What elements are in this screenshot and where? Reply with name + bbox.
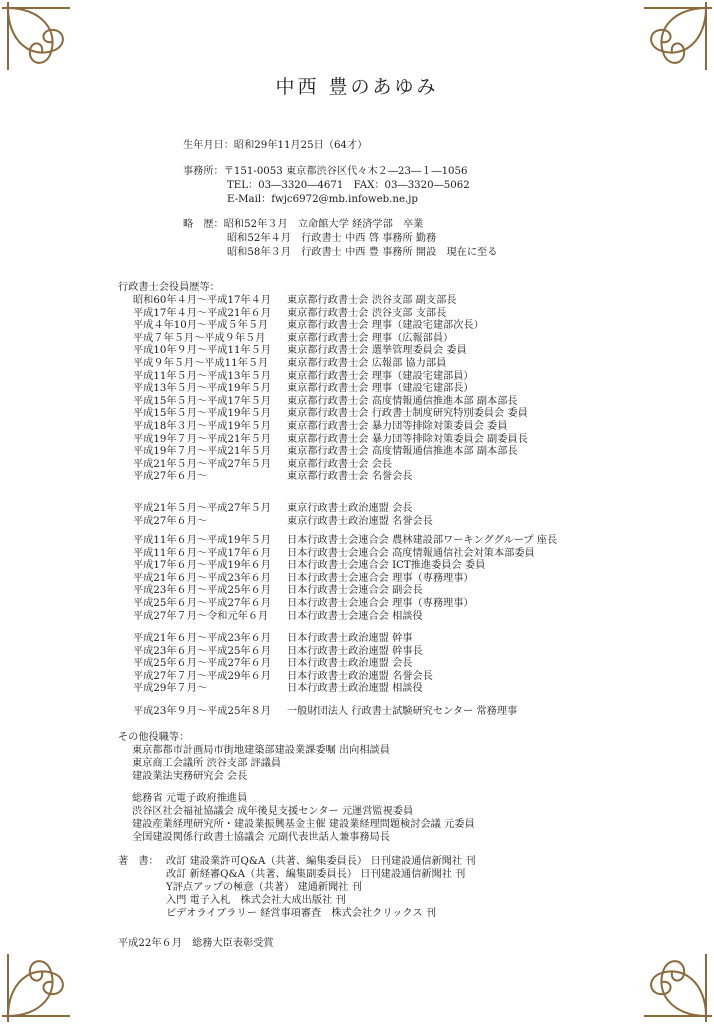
other-role: 東京都都市計画局市街地建築部建設業課委嘱 出向相談員	[132, 745, 390, 756]
officer-role: 東京都行政書士会 行政書士制度研究特別委員会 委員	[287, 408, 528, 420]
other-role: 渋谷区社会福祉協議会 成年後見支援センター 元運営監視委員	[132, 806, 414, 817]
officer-period: 平成19年７月～平成21年５月	[133, 433, 271, 445]
officer-period: 平成21年５月～平成27年５月	[133, 458, 271, 470]
officer-period: 平成19年７月～平成21年５月	[133, 446, 271, 458]
officer-role: 東京都行政書士会 会長	[287, 458, 393, 470]
history-line: 略 歴：昭和52年３月 立命館大学 経済学部 卒業	[183, 219, 424, 230]
other-role: 建設産業経理研究所・建設業振興基金主催 建設業経理問題検討会議 元委員	[132, 819, 475, 830]
officer-role: 日本行政書士政治連盟 幹事	[287, 633, 413, 644]
officer-period: 平成23年９月～平成25年８月	[133, 706, 271, 717]
officer-role: 東京都行政書士会 理事（広報部員）	[287, 332, 454, 344]
other-role: 東京商工会議所 渋谷支部 評議員	[132, 758, 282, 769]
officer-period: 平成15年５月～平成17年５月	[133, 395, 271, 407]
officer-period: 平成27年７月～令和元年６月	[133, 610, 269, 622]
office-address: 事務所：〒151-0053 東京都渋谷区代々木２―23―１―1056	[183, 166, 468, 177]
book-item: Y評点アップの極意（共著） 建通新聞社 刊	[166, 882, 362, 893]
officer-period: 平成17年６月～平成19年６月	[133, 560, 271, 572]
officer-role: 日本行政書士会連合会 ICT推進委員会 委員	[287, 560, 486, 572]
officer-role: 東京都行政書士会 高度情報通信推進本部 副本部長	[287, 446, 518, 458]
officer-period: 平成27年６月～	[133, 471, 208, 483]
officer-role: 東京都行政書士会 名誉会長	[287, 471, 413, 483]
officer-period: 平成９年５月～平成11年５月	[133, 358, 269, 369]
officer-period: 平成18年３月～平成19年５月	[133, 421, 271, 432]
officer-role: 東京都行政書士会 渋谷支部 支部長	[287, 307, 447, 319]
officer-role: 日本行政書士会連合会 理事（専務理事）	[287, 572, 474, 584]
officer-role: 東京行政書士政治連盟 会長	[287, 503, 413, 514]
book-item: 入門 電子入札 株式会社大成出版社 刊	[166, 895, 346, 906]
officer-role: 東京都行政書士会 理事（建設宅建部長）	[287, 383, 474, 395]
office-phone: TEL：03―3320―4671 FAX：03―3320―5062	[227, 180, 470, 191]
officer-period: 平成23年６月～平成25年６月	[133, 585, 271, 597]
book-item: 改訂 新経審Q&A（共著、編集副委員長） 日刊建設通信新聞社 刊	[166, 869, 466, 880]
officer-role: 東京都行政書士会 理事（建設宅建部員）	[287, 370, 474, 382]
officer-period: 平成25年６月～平成27年６月	[133, 658, 271, 670]
history-line: 昭和52年４月 行政書士 中西 啓 事務所 勤務	[227, 233, 437, 244]
officer-role: 日本行政書士会連合会 理事（専務理事）	[287, 598, 474, 609]
officer-period: 平成27年６月～	[133, 515, 208, 527]
officer-period: 平成７年５月～平成９年５月	[133, 332, 266, 344]
book-item: 改訂 建設業許可Q&A（共著、編集委員長） 日刊建設通信新聞社 刊	[166, 856, 476, 867]
officer-role: 日本行政書士政治連盟 幹事長	[287, 645, 423, 657]
page-title: 中西 豊のあゆみ	[275, 76, 439, 98]
officer-period: 平成11年６月～平成19年５月	[133, 535, 271, 546]
other-role: 総務省 元電子政府推進員	[132, 793, 248, 804]
award: 平成22年６月 総務大臣表彰受賞	[118, 938, 274, 949]
officer-role: 日本行政書士政治連盟 相談役	[287, 683, 423, 695]
officer-role: 日本行政書士政治連盟 名誉会長	[287, 670, 433, 682]
officer-role: 東京都行政書士会 暴力団等排除対策委員会 委員	[287, 421, 508, 432]
officer-period: 平成15年５月～平成19年５月	[133, 408, 271, 420]
officer-period: 昭和60年４月～平成17年４月	[133, 295, 271, 306]
other-role: 全国建設関係行政書士協議会 元副代表世話人兼事務局長	[132, 832, 390, 843]
other-heading: その他役職等：	[118, 732, 190, 743]
officer-role: 一般財団法人 行政書士試験研究センター 常務理事	[287, 706, 518, 717]
officer-role: 東京都行政書士会 暴力団等排除対策委員会 副委員長	[287, 433, 528, 445]
officer-period: 平成25年６月～平成27年６月	[133, 598, 271, 609]
officer-period: 平成29年７月～	[133, 683, 208, 695]
officer-role: 日本行政書士会連合会 高度情報通信社会対策本部委員	[287, 547, 535, 559]
officers-heading: 行政書士会役員歴等：	[118, 282, 220, 293]
officer-period: 平成23年６月～平成25年６月	[133, 645, 271, 657]
officer-period: 平成17年４月～平成21年６月	[133, 307, 271, 319]
officer-role: 東京行政書士政治連盟 名誉会長	[287, 515, 433, 527]
book-item: ビデオライブラリー 経営事項審査 株式会社クリックス 刊	[166, 908, 437, 919]
officer-period: 平成４年10月～平成５年５月	[133, 320, 269, 332]
history-line: 昭和58年３月 行政書士 中西 豊 事務所 開設 現在に至る	[227, 247, 498, 258]
officer-role: 東京都行政書士会 選挙管理委員会 委員	[287, 345, 467, 357]
officer-role: 日本行政書士政治連盟 会長	[287, 658, 413, 670]
officer-role: 日本行政書士会連合会 農林建設部ワーキンググループ 座長	[287, 535, 558, 546]
officer-role: 東京都行政書士会 広報部 協力部員	[287, 358, 447, 369]
officer-role: 日本行政書士会連合会 相談役	[287, 610, 423, 622]
corner-ornament-icon	[624, 934, 714, 1024]
officer-role: 東京都行政書士会 高度情報通信推進本部 副本部長	[287, 395, 518, 407]
officer-period: 平成27年７月～平成29年６月	[133, 670, 271, 682]
officer-period: 平成11年５月～平成13年５月	[133, 370, 271, 382]
corner-ornament-icon	[0, 934, 90, 1024]
office-email: E-Mail：fwjc6972@mb.infoweb.ne.jp	[227, 194, 418, 205]
officer-period: 平成21年５月～平成27年５月	[133, 503, 271, 514]
officer-period: 平成13年５月～平成19年５月	[133, 383, 271, 395]
books-label: 著 書：	[118, 856, 159, 867]
officer-role: 東京都行政書士会 渋谷支部 副支部長	[287, 295, 457, 306]
officer-period: 平成10年９月～平成11年５月	[133, 345, 271, 357]
other-role: 建設業法実務研究会 会長	[132, 771, 248, 782]
officer-period: 平成11年６月～平成17年６月	[133, 547, 271, 559]
officer-role: 日本行政書士会連合会 副会長	[287, 585, 423, 597]
officer-period: 平成21年６月～平成23年６月	[133, 572, 271, 584]
officer-role: 東京都行政書士会 理事（建設宅建部次長）	[287, 320, 484, 332]
birth-date: 生年月日：昭和29年11月25日（64才）	[183, 140, 368, 151]
officer-period: 平成21年６月～平成23年６月	[133, 633, 271, 644]
